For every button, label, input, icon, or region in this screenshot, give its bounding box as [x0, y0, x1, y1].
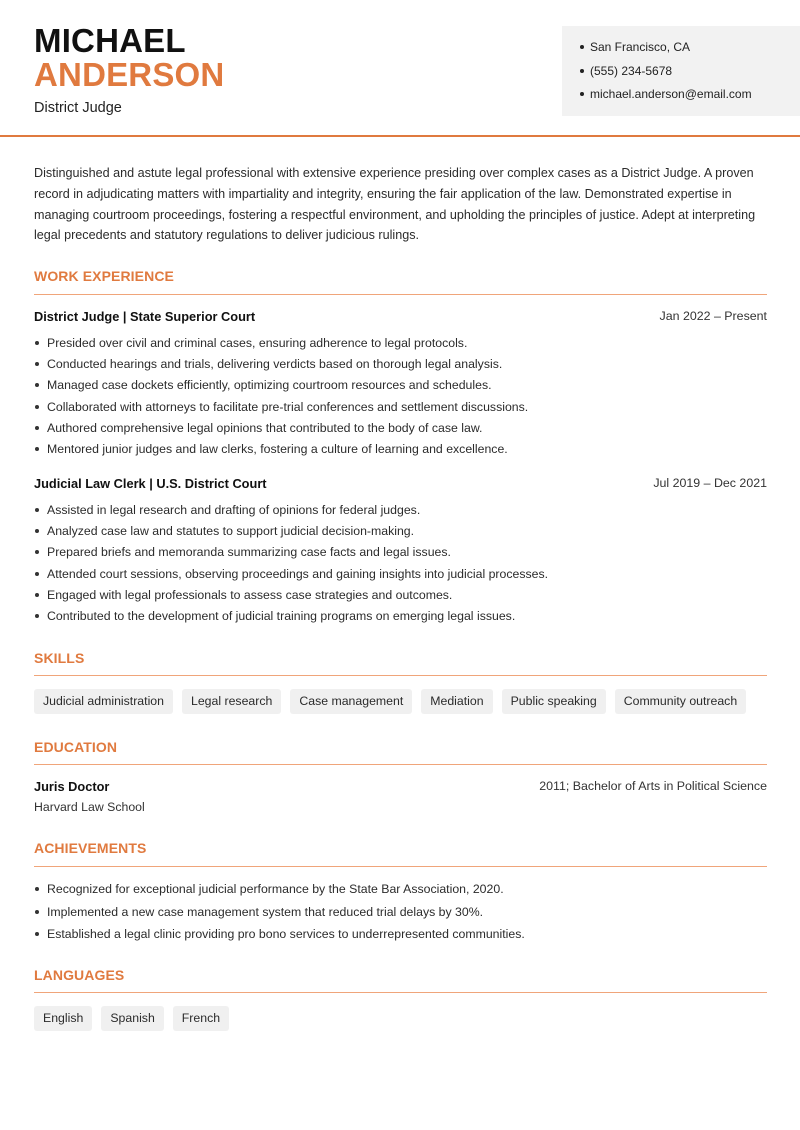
job-role: Judicial Law Clerk | U.S. District Court — [34, 476, 267, 491]
job-role: District Judge | State Superior Court — [34, 309, 256, 324]
list-item: Engaged with legal professionals to assess case strategies and outcomes. — [34, 587, 767, 608]
section-divider — [34, 764, 767, 765]
section-title-achievements: ACHIEVEMENTS — [34, 840, 147, 856]
achievement-bullets — [34, 881, 767, 949]
skill-tag: Case management — [290, 689, 412, 714]
contact-box — [562, 26, 800, 116]
section-title-languages: LANGUAGES — [34, 967, 125, 983]
job-entry-header — [34, 476, 767, 494]
language-tags — [34, 1006, 229, 1031]
contact-email: michael.anderson@email.com — [580, 86, 800, 110]
list-item: Established a legal clinic providing pro bono services to underrepresented communities. — [34, 926, 767, 949]
skill-tag: Mediation — [421, 689, 492, 714]
list-item: Mentored junior judges and law clerks, fostering a culture of learning and excellence. — [34, 441, 767, 462]
list-item: Authored comprehensive legal opinions that contributed to the body of case law. — [34, 420, 767, 441]
resume-header — [0, 0, 800, 137]
skill-tag: Community outreach — [615, 689, 746, 714]
list-item: Assisted in legal research and drafting of opinions for federal judges. — [34, 502, 767, 523]
job-title: District Judge — [34, 100, 122, 116]
list-item: Analyzed case law and statutes to support judicial decision-making. — [34, 523, 767, 544]
last-name: ANDERSON — [34, 56, 225, 93]
skill-tag: Legal research — [182, 689, 281, 714]
section-title-education: EDUCATION — [34, 739, 118, 755]
list-item: Implemented a new case management system that reduced trial delays by 30%. — [34, 904, 767, 927]
first-name: MICHAEL — [34, 22, 186, 59]
list-item: Presided over civil and criminal cases, ensuring adherence to legal protocols. — [34, 335, 767, 356]
job-dates: Jan 2022 – Present — [659, 309, 767, 323]
list-item: Attended court sessions, observing proceedings and gaining insights into judicial processes. — [34, 566, 767, 587]
section-divider — [34, 866, 767, 867]
contact-phone: (555) 234-5678 — [580, 63, 800, 87]
list-item: Prepared briefs and memoranda summarizing case facts and legal issues. — [34, 544, 767, 565]
section-divider — [34, 992, 767, 993]
contact-location: San Francisco, CA — [580, 39, 800, 63]
job-dates: Jul 2019 – Dec 2021 — [653, 476, 767, 490]
list-item: Recognized for exceptional judicial performance by the State Bar Association, 2020. — [34, 881, 767, 904]
list-item: Collaborated with attorneys to facilitate pre-trial conferences and settlement discussions. — [34, 399, 767, 420]
section-title-work: WORK EXPERIENCE — [34, 268, 174, 284]
skill-tag: Judicial administration — [34, 689, 173, 714]
language-tag: French — [173, 1006, 229, 1031]
job-bullets — [34, 502, 767, 629]
skill-tag: Public speaking — [502, 689, 606, 714]
language-tag: English — [34, 1006, 92, 1031]
job-entry-header — [34, 309, 767, 327]
summary-paragraph: Distinguished and astute legal professional with extensive experience presiding over complex cases as a District Judge. A proven record in adjudicating matters with impartiality and integrity, ensuring the fair application of the law. Demonstrated expertise in managing courtroom proceedings, fostering a respectful environment, and upholding the principles of justice. Adept at interpreting legal precedents and statutory regulations to deliver judicious rulings. — [34, 166, 756, 243]
education-degree: Juris Doctor — [34, 779, 110, 794]
list-item: Managed case dockets efficiently, optimizing courtroom resources and schedules. — [34, 377, 767, 398]
job-bullets — [34, 335, 767, 462]
section-divider — [34, 675, 767, 676]
skills-tags — [34, 689, 746, 714]
list-item: Conducted hearings and trials, delivering verdicts based on thorough legal analysis. — [34, 356, 767, 377]
education-school: Harvard Law School — [34, 800, 145, 814]
section-title-skills: SKILLS — [34, 650, 85, 666]
list-item: Contributed to the development of judicial training programs on emerging legal issues. — [34, 608, 767, 629]
language-tag: Spanish — [101, 1006, 163, 1031]
education-detail: 2011; Bachelor of Arts in Political Science — [539, 779, 767, 793]
section-divider — [34, 294, 767, 295]
